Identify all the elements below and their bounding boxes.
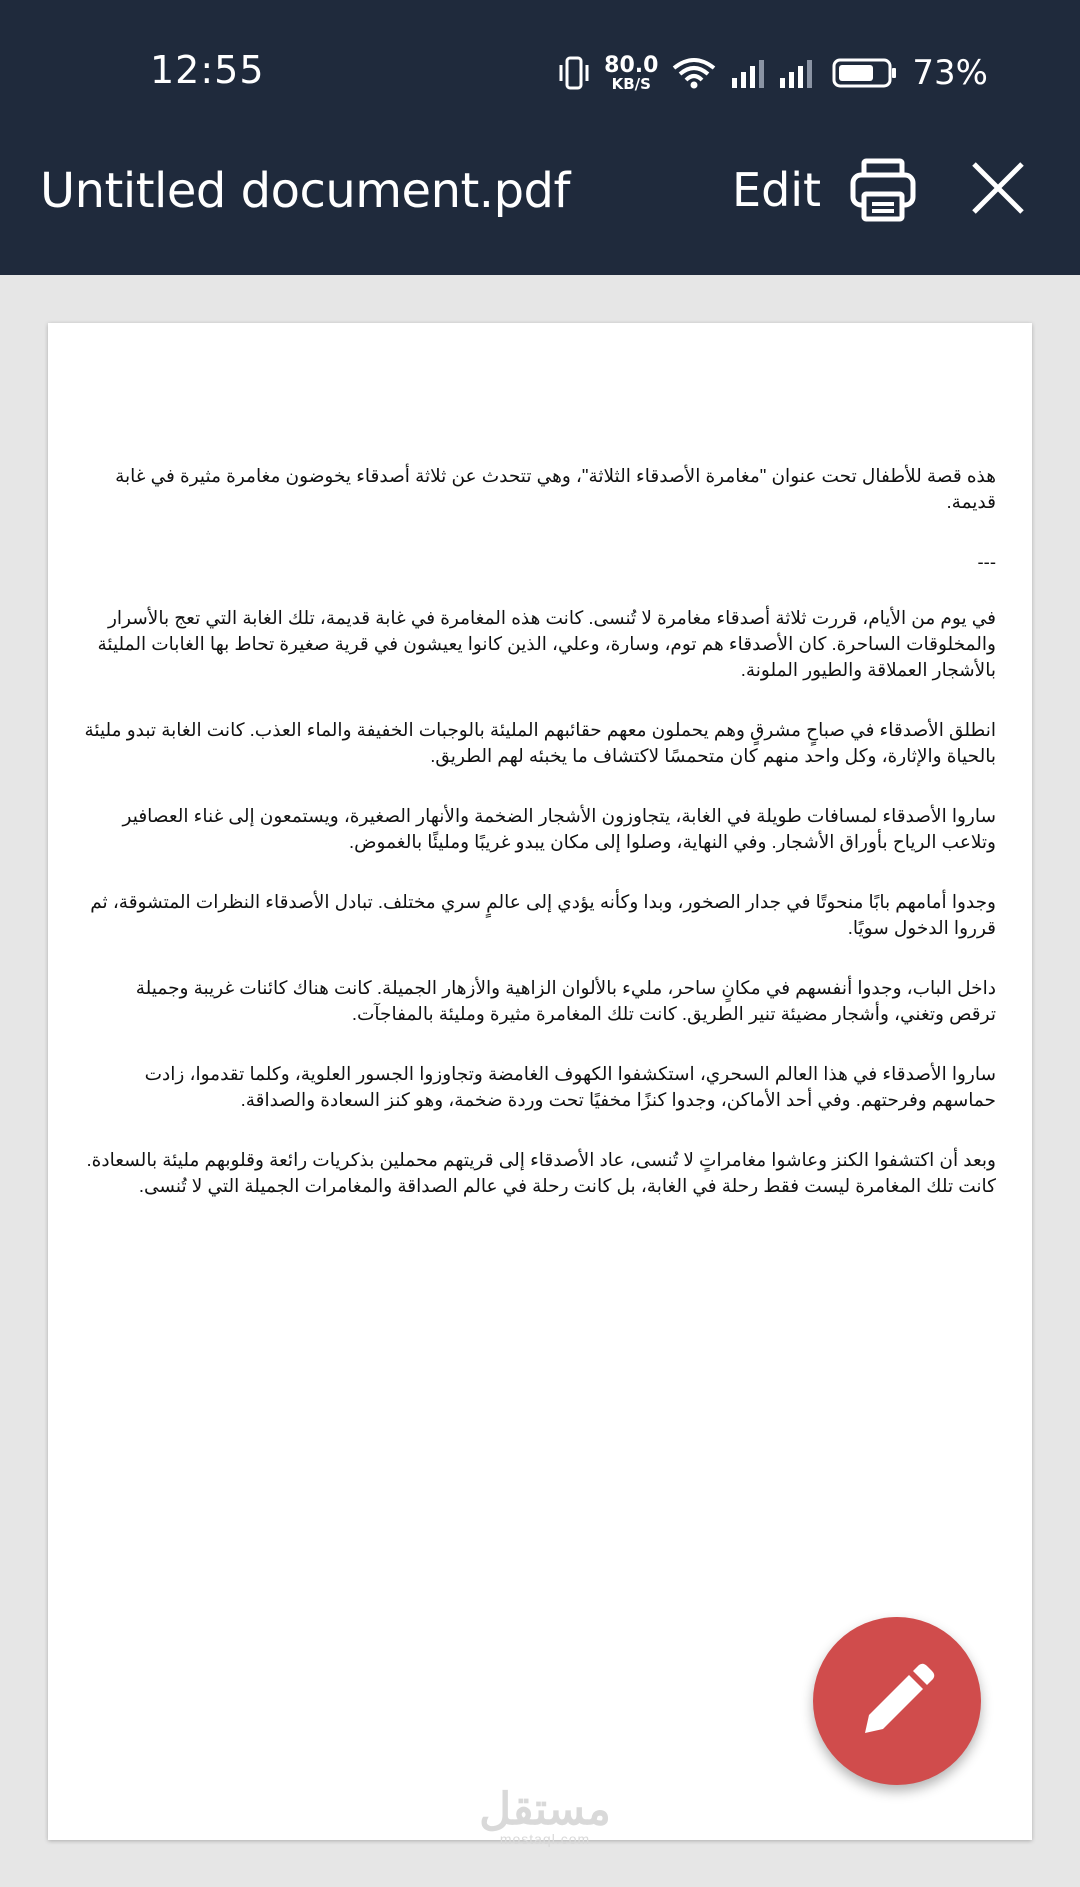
watermark-domain: mostaql.com — [499, 1831, 591, 1847]
document-paragraph: وجدوا أمامهم بابًا منحوتًا في جدار الصخور، وبدا وكأنه يؤدي إلى عالمٍ سري مختلف. تبادل الأصدقاء النظرات المتشوقة، ثم قرروا الدخول سويًا. — [90, 891, 996, 938]
status-time: 12:55 — [150, 48, 265, 92]
print-icon — [850, 158, 916, 222]
watermark-logo — [470, 1785, 620, 1847]
signal-icon-2 — [778, 56, 818, 90]
edit-fab[interactable] — [813, 1617, 981, 1785]
close-button[interactable] — [970, 160, 1026, 216]
close-icon — [970, 160, 1026, 216]
battery-percent: 73% — [912, 53, 988, 93]
document-paragraph: داخل الباب، وجدوا أنفسهم في مكانٍ ساحر، مليء بالألوان الزاهية والأزهار الجميلة. كانت هناك كائنات غريبة وجميلة ترقص وتغني، وأشجار مضيئة تنير الطريق. كانت تلك المغامرة مثيرة ومليئة بالمفاجآت. — [135, 977, 996, 1024]
signal-icon — [730, 56, 764, 90]
battery-icon — [832, 57, 898, 89]
document-body — [84, 463, 996, 1233]
document-paragraph: وبعد أن اكتشفوا الكنز وعاشوا مغامراتٍ لا تُنسى، عاد الأصدقاء إلى قريتهم محملين بذكريات رائعة وقلوبهم مليئة بالسعادة. كانت تلك المغامرة ليست فقط رحلة في الغابة، بل كانت رحلة في عالم الصداقة والمغامرات الجميلة التي لا تُنسى. — [86, 1149, 996, 1196]
pdf-page — [48, 323, 1032, 1840]
network-speed — [604, 52, 659, 93]
vibrate-icon — [558, 55, 590, 91]
document-paragraph: ساروا الأصدقاء لمسافات طويلة في الغابة، يتجاوزون الأشجار الضخمة والأنهار الصغيرة، ويستمعون إلى غناء العصافير وتلاعب الرياح بأوراق الأشجار. وفي النهاية، وصلوا إلى مكان يبدو غريبًا ومليئًا بالغموض. — [122, 805, 996, 852]
document-paragraph: انطلق الأصدقاء في صباحٍ مشرقٍ وهم يحملون معهم حقائبهم المليئة بالوجبات الخفيفة والماء العذب. كانت الغابة تبدو مليئة بالحياة والإثارة، وكل واحد منهم كان متحمسًا لاكتشاف ما يخبئه لهم الطريق. — [84, 719, 996, 766]
document-paragraph: في يوم من الأيام، قررت ثلاثة أصدقاء مغامرة لا تُنسى. كانت هذه المغامرة في غابة قديمة، تلك الغابة التي تعج بالأسرار والمخلوقات الساحرة. كان الأصدقاء هم توم، وسارة، وعلي، الذين كانوا يعيشون في قرية صغيرة تحاط بها الغابات المليئة بالأشجار العملاقة والطيور الملونة. — [97, 607, 996, 680]
document-paragraph: ساروا الأصدقاء في هذا العالم السحري، استكشفوا الكهوف الغامضة وتجاوزوا الجسور العلوية، وكلما تقدموا، زادت حماسهم وفرحتهم. وفي أحد الأماكن، وجدوا كنزًا مخفيًا تحت وردة ضخمة، وهو كنز السعادة والصداقة. — [144, 1063, 996, 1110]
document-title: Untitled document.pdf — [40, 163, 570, 219]
watermark-logo-text: مستقل — [479, 1785, 611, 1834]
status-icons — [558, 50, 988, 96]
pencil-icon — [857, 1661, 937, 1741]
wifi-icon — [672, 56, 716, 90]
network-speed-unit: KB/S — [611, 74, 651, 93]
section-separator: --- — [977, 551, 996, 572]
edit-button[interactable]: Edit — [732, 163, 822, 217]
document-intro: هذه قصة للأطفال تحت عنوان "مغامرة الأصدقاء الثلاثة"، وهي تتحدث عن ثلاثة أصدقاء يخوضون مغامرة مثيرة في غابة قديمة. — [115, 465, 996, 512]
app-header — [0, 0, 1080, 275]
network-speed-value: 80.0 — [604, 52, 659, 78]
print-button[interactable] — [850, 158, 916, 222]
